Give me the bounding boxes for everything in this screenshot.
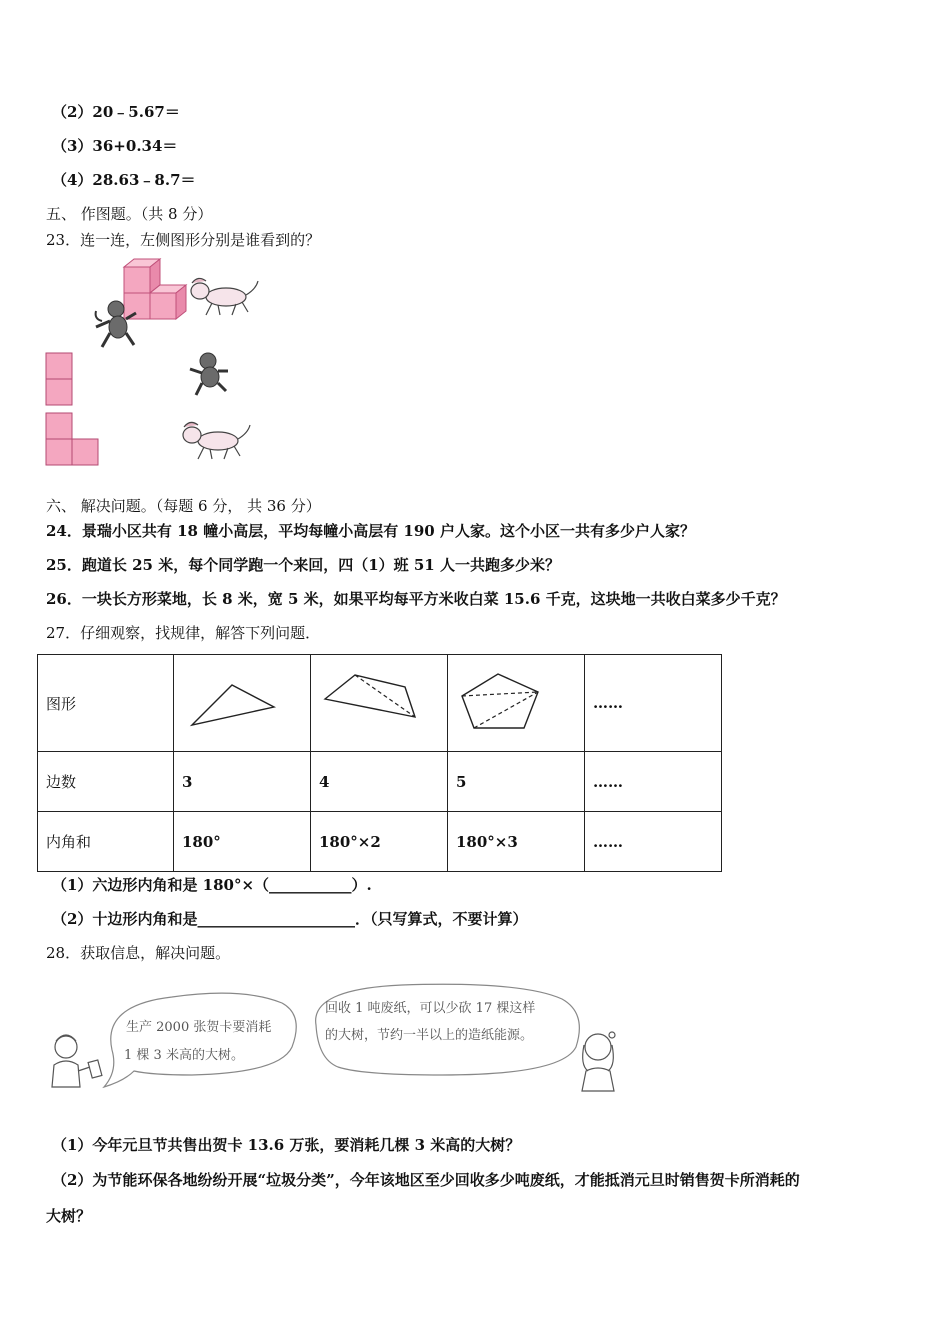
quadrilateral-shape (319, 671, 419, 731)
pentagon-shape (456, 670, 556, 732)
row-label-shape: 图形 (38, 655, 174, 752)
q28-sub-2-line-1: （2）为节能环保各地纷纷开展“垃圾分类”，今年该地区至少回收多少吨废纸，才能抵消元旦时销售贺卡所消耗的 (52, 1171, 800, 1189)
sides-value: 5 (448, 752, 585, 812)
sides-value: …… (585, 752, 722, 812)
cube-stack-illustration (124, 259, 186, 319)
boy-icon (52, 1035, 102, 1087)
triangle-shape (182, 671, 282, 731)
sides-value: 4 (311, 752, 448, 812)
pentagon-cell (448, 655, 585, 752)
q22-item-3: （3）36+0.34＝ (52, 137, 178, 155)
section-5-title: 五、 作图题。（共 8 分） (46, 205, 213, 223)
q28-sub-1: （1）今年元旦节共售出贺卡 13.6 万张，要消耗几棵 3 米高的大树？ (52, 1136, 521, 1154)
q22-item-4: （4）28.63﹣8.7＝ (52, 171, 196, 189)
question-23: 23．连一连，左侧图形分别是谁看到的？ (46, 231, 321, 249)
triangle-cell (174, 655, 311, 752)
q22-item-2: （2）20﹣5.67＝ (52, 103, 180, 121)
question-27: 27．仔细观察，找规律，解答下列问题． (46, 624, 321, 642)
question-26: 26．一块长方形菜地，长 8 米，宽 5 米，如果平均每平方米收白菜 15.6 千克，这块地一共收白菜多少千克？ (46, 590, 786, 608)
row-label-sides: 边数 (38, 752, 174, 812)
left-speech-bubble (104, 993, 296, 1087)
left-bubble-line-2: 1 棵 3 米高的大树。 (124, 1048, 244, 1063)
angle-sum-value: 180°×3 (448, 812, 585, 872)
dog-icon-option (183, 422, 250, 459)
right-bubble-line-1: 回收 1 吨废纸，可以少砍 17 棵这样 (325, 1001, 536, 1016)
quadrilateral-cell (311, 655, 448, 752)
dog-icon (191, 278, 258, 315)
shape-ellipsis: …… (585, 655, 722, 752)
row-label-angle-sum: 内角和 (38, 812, 174, 872)
q27-sub-1: （1）六边形内角和是 180°×（___________）. (52, 876, 372, 894)
q28-sub-2-line-2: 大树？ (46, 1207, 92, 1225)
left-bubble-line-1: 生产 2000 张贺卡要消耗 (126, 1020, 272, 1035)
angle-sum-value: 180°×2 (311, 812, 448, 872)
q27-sub-2: （2）十边形内角和是_____________________．（只写算式，不要计算） (52, 910, 528, 928)
angle-sum-value: …… (585, 812, 722, 872)
right-bubble-line-2: 的大树，节约一半以上的造纸能源。 (325, 1028, 534, 1043)
question-25: 25．跑道长 25 米，每个同学跑一个来回，四（1）班 51 人一共跑多少米？ (46, 556, 560, 574)
monkey-icon-option (190, 353, 228, 395)
angle-sum-value: 180° (174, 812, 311, 872)
section-6-title: 六、 解决问题。（每题 6 分， 共 36 分） (46, 497, 321, 515)
girl-icon (582, 1032, 615, 1091)
question-24: 24．景瑞小区共有 18 幢小高层，平均每幢小高层有 190 户人家。这个小区一共有多少户人家？ (46, 522, 695, 540)
q23-figure (40, 255, 270, 470)
question-28: 28．获取信息，解决问题。 (46, 944, 231, 962)
polygon-angle-table (37, 654, 722, 872)
front-view-two-squares (46, 353, 72, 405)
sides-value: 3 (174, 752, 311, 812)
side-view-l-shape (46, 413, 98, 465)
